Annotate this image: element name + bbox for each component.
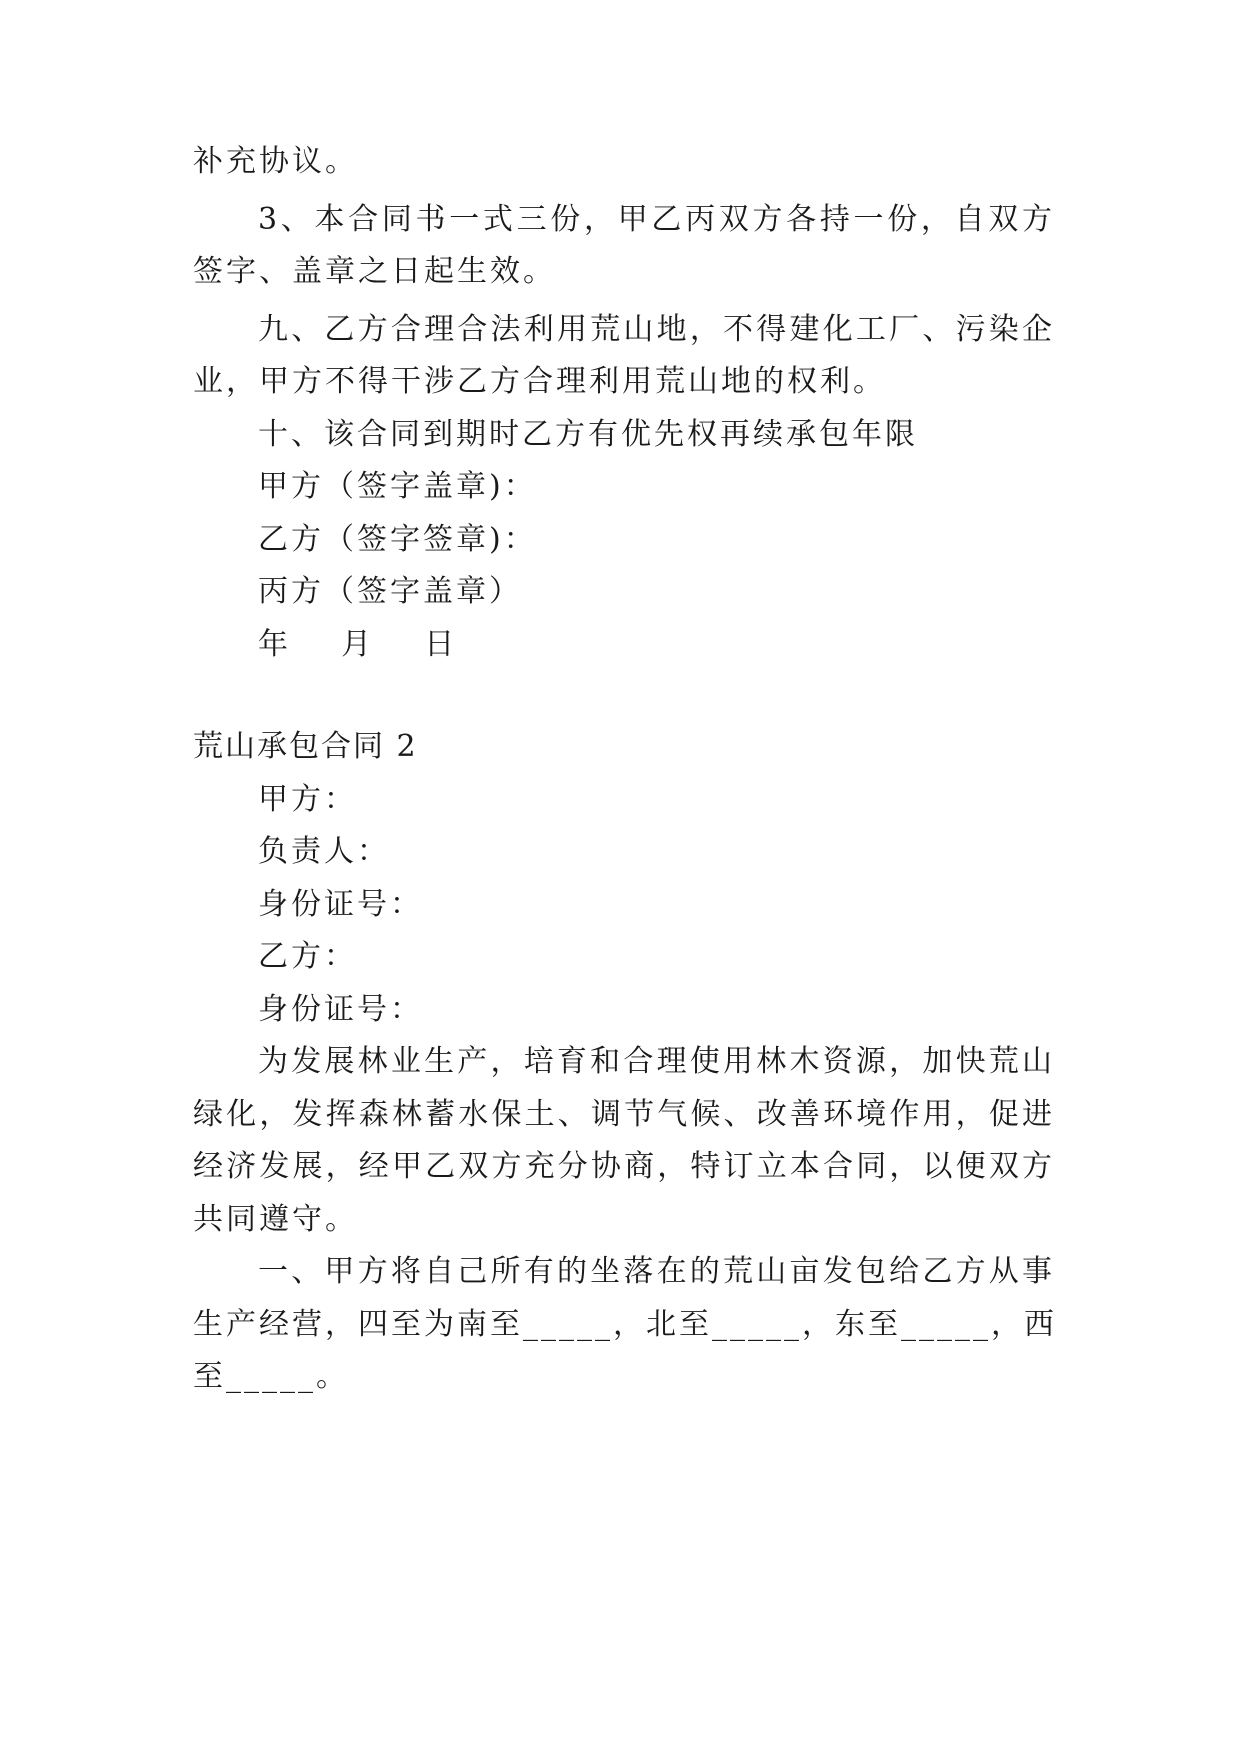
clause-10: 十、该合同到期时乙方有优先权再续承包年限 [258, 417, 918, 452]
contract-2-responsible-person: 负责人： [258, 834, 390, 869]
clause-1-line-1: 一、甲方将自己所有的坐落在的荒山亩发包给乙方从事 [258, 1254, 1055, 1289]
clause-1-line-2: 生产经营，四至为南至_____，北至_____，东至_____，西 [193, 1307, 1057, 1342]
clause-9-line-2: 业，甲方不得干涉乙方合理利用荒山地的权利。 [193, 364, 886, 399]
signature-party-c: 丙方（签字盖章） [258, 574, 522, 609]
signature-party-a: 甲方（签字盖章)： [258, 469, 537, 504]
preamble-line-3: 经济发展，经甲乙双方充分协商，特订立本合同，以便双方 [193, 1149, 1055, 1184]
continuation-line: 补充协议。 [193, 144, 358, 179]
contract-2-id-number-a: 身份证号： [258, 887, 423, 922]
preamble-line-2: 绿化，发挥森林蓄水保土、调节气候、改善环境作用，促进 [193, 1097, 1055, 1132]
contract-2-id-number-b: 身份证号： [258, 992, 423, 1027]
signature-date: 年 月 日 [258, 627, 458, 662]
signature-party-b: 乙方（签字签章)： [258, 522, 537, 557]
preamble-line-1: 为发展林业生产，培育和合理使用林木资源，加快荒山 [258, 1044, 1055, 1079]
clause-1-line-3: 至_____。 [193, 1359, 349, 1394]
preamble-line-4: 共同遵守。 [193, 1202, 358, 1237]
clause-9-line-1: 九、乙方合理合法利用荒山地，不得建化工厂、污染企 [258, 312, 1055, 347]
contract-2-party-b: 乙方： [258, 939, 357, 974]
contract-2-title: 荒山承包合同 2 [193, 729, 418, 764]
clause-3-line-1: 3、本合同书一式三份，甲乙丙双方各持一份，自双方 [258, 202, 1055, 237]
clause-3-line-2: 签字、盖章之日起生效。 [193, 254, 556, 289]
contract-2-party-a: 甲方： [258, 782, 357, 817]
